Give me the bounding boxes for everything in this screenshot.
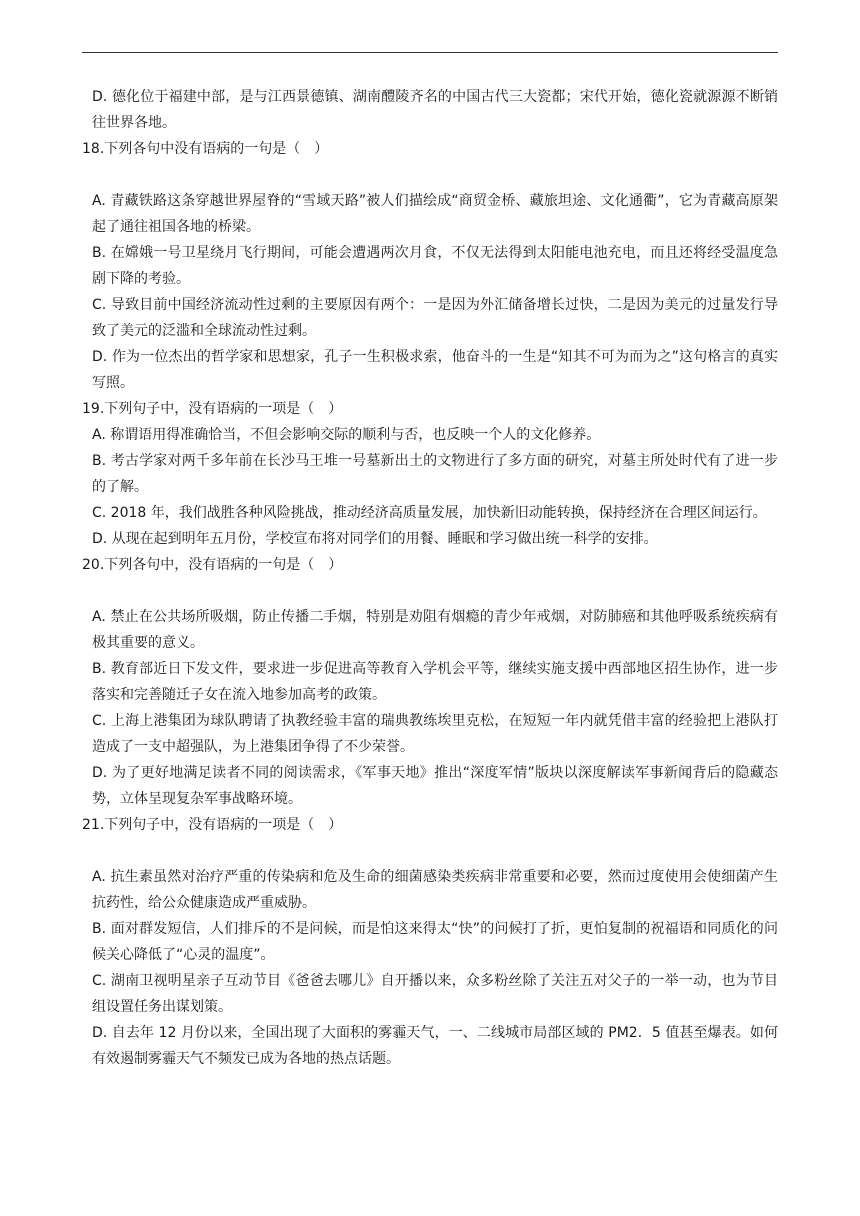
option-b: B. 面对群发短信，人们排斥的不是问候，而是怕这来得太“快”的问候打了折，更怕复制的祝福语和同质化的问候关心降低了“心灵的温度”。 bbox=[92, 921, 778, 963]
option-a: A. 称谓语用得准确恰当，不但会影响交际的顺利与否，也反映一个人的文化修养。 bbox=[92, 427, 601, 443]
option-c: C. 导致目前中国经济流动性过剩的主要原因有两个：一是因为外汇储备增长过快，二是因为美元的过量发行导致了美元的泛滥和全球流动性过剩。 bbox=[92, 297, 778, 339]
question-title: 20.下列各句中，没有语病的一句是（ ） bbox=[82, 557, 343, 573]
option-b: B. 教育部近日下发文件，要求进一步促进高等教育入学机会平等，继续实施支援中西部地区招生协作，进一步落实和完善随迁子女在流入地参加高考的政策。 bbox=[92, 661, 778, 703]
option-d: D. 自去年 12 月份以来，全国出现了大面积的雾霾天气，一、二线城市局部区域的 PM2．5 值甚至爆表。如何有效遏制雾霾天气不频发已成为各地的热点话题。 bbox=[92, 1025, 778, 1067]
option-d: D. 从现在起到明年五月份，学校宣布将对同学们的用餐、睡眠和学习做出统一科学的安排。 bbox=[92, 531, 658, 547]
option-b: B. 在嫦娥一号卫星绕月飞行期间，可能会遭遇两次月食，不仅无法得到太阳能电池充电，而且还将经受温度急剧下降的考验。 bbox=[92, 245, 778, 287]
option-a: A. 青藏铁路这条穿越世界屋脊的“雪域天路”被人们描绘成“商贸金桥、藏旅坦途、文化通衢”，它为青藏高原架起了通往祖国各地的桥梁。 bbox=[92, 193, 778, 235]
question-title: 18.下列各句中没有语病的一句是（ ） bbox=[82, 141, 329, 157]
option-d: D. 为了更好地满足读者不同的阅读需求，《军事天地》推出“深度军情”版块以深度解读军事新闻背后的隐藏态势，立体呈现复杂军事战略环境。 bbox=[92, 765, 778, 807]
intro-option-d: D. 德化位于福建中部，是与江西景德镇、湖南醴陵齐名的中国古代三大瓷都；宋代开始，德化瓷就源源不断销往世界各地。 bbox=[92, 89, 778, 131]
option-c: C. 2018 年，我们战胜各种风险挑战，推动经济高质量发展，加快新旧动能转换，保持经济在合理区间运行。 bbox=[92, 505, 767, 521]
question-18 bbox=[82, 136, 778, 396]
question-19 bbox=[82, 396, 778, 552]
option-c: C. 湖南卫视明星亲子互动节目《爸爸去哪儿》自开播以来，众多粉丝除了关注五对父子的一举一动，也为节目组设置任务出谋划策。 bbox=[92, 973, 778, 1015]
option-d: D. 作为一位杰出的哲学家和思想家，孔子一生积极求索，他奋斗的一生是“知其不可为而为之”这句格言的真实写照。 bbox=[92, 349, 778, 391]
question-20 bbox=[82, 552, 778, 812]
option-a: A. 禁止在公共场所吸烟，防止传播二手烟，特别是劝阻有烟瘾的青少年戒烟，对防肺癌和其他呼吸系统疾病有极其重要的意义。 bbox=[92, 609, 778, 651]
option-b: B. 考古学家对两千多年前在长沙马王堆一号墓新出土的文物进行了多方面的研究，对墓主所处时代有了进一步的了解。 bbox=[92, 453, 778, 495]
document-body bbox=[82, 84, 778, 1072]
option-a: A. 抗生素虽然对治疗严重的传染病和危及生命的细菌感染类疾病非常重要和必要，然而过度使用会使细菌产生抗药性，给公众健康造成严重威胁。 bbox=[92, 869, 778, 911]
header-rule bbox=[82, 52, 778, 53]
question-title: 21.下列句子中，没有语病的一项是（ ） bbox=[82, 817, 343, 833]
question-21 bbox=[82, 812, 778, 1072]
question-title: 19.下列句子中，没有语病的一项是（ ） bbox=[82, 401, 343, 417]
option-c: C. 上海上港集团为球队聘请了执教经验丰富的瑞典教练埃里克松，在短短一年内就凭借丰富的经验把上港队打造成了一支中超强队，为上港集团争得了不少荣誉。 bbox=[92, 713, 778, 755]
